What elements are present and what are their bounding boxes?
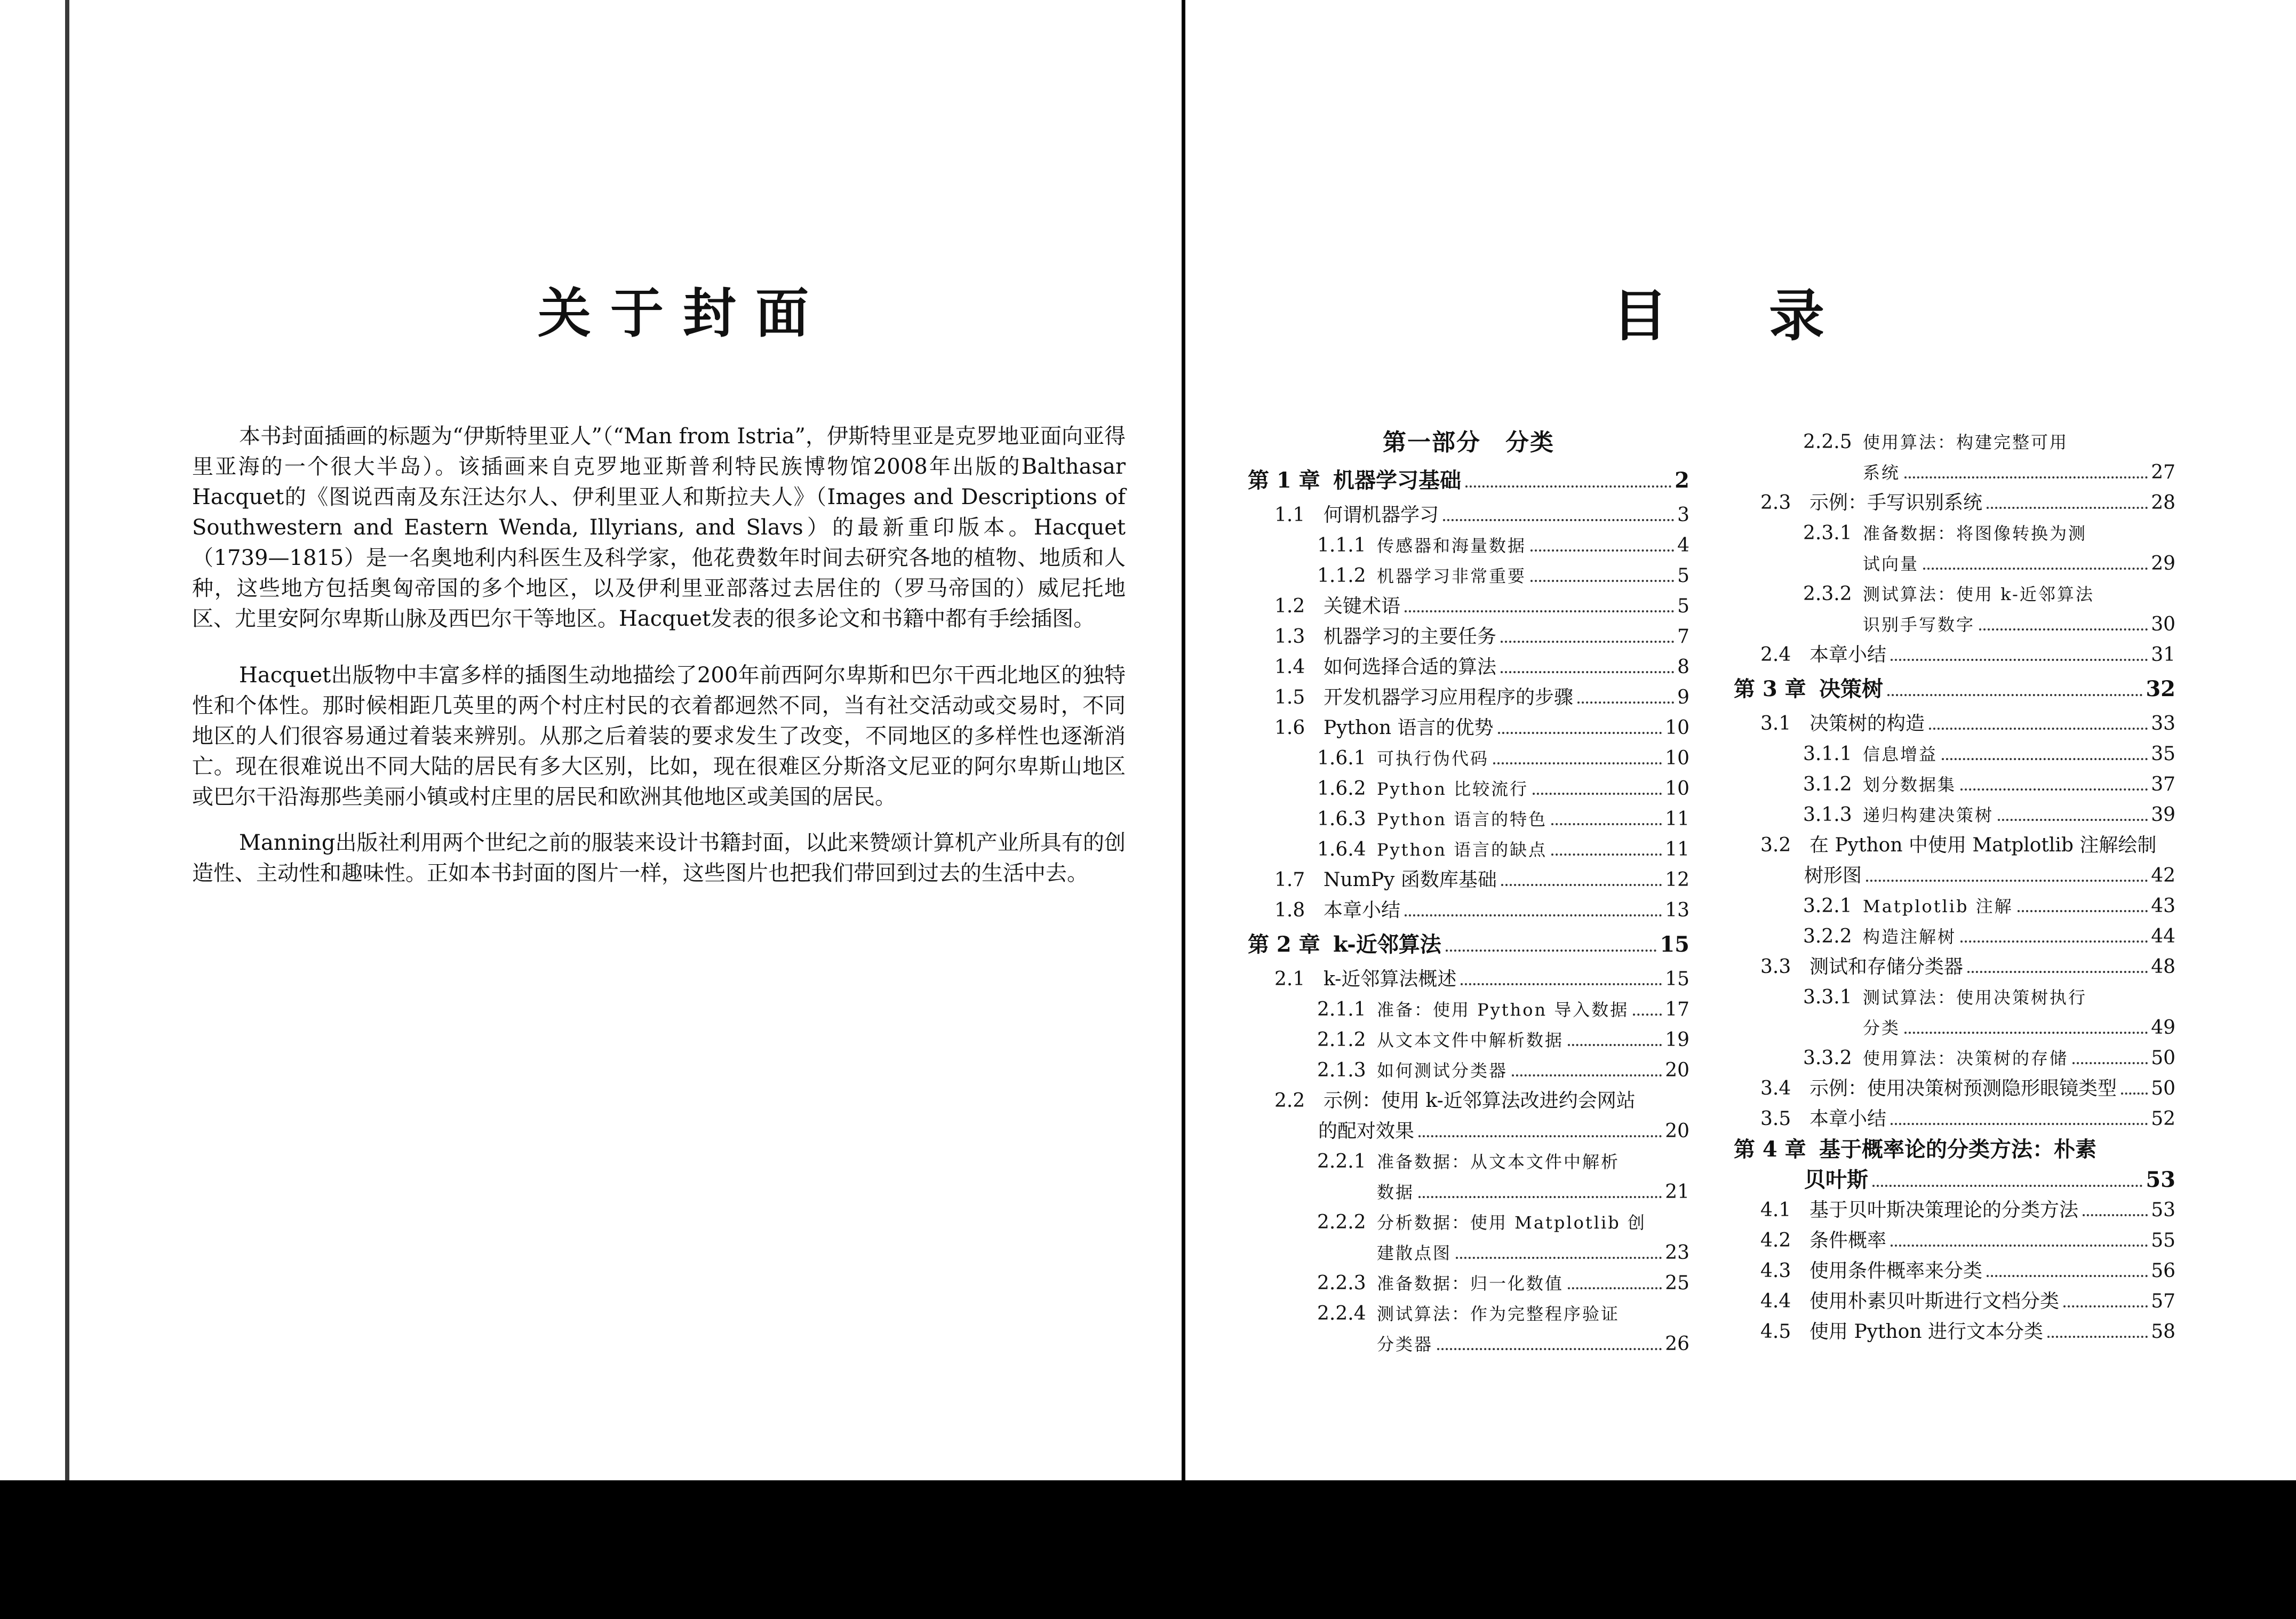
toc-entry-number: 2.1.1 [1317, 999, 1366, 1020]
toc-entry [1248, 1116, 1689, 1146]
toc-entry [1734, 427, 2175, 457]
toc-entry [1248, 1298, 1689, 1329]
toc-entry-title: 机器学习非常重要 [1377, 566, 1527, 586]
toc-entry-number: 1.6 [1274, 717, 1305, 739]
toc-entry [1734, 800, 2175, 830]
toc-entry-number: 1.6.2 [1317, 778, 1366, 800]
toc-entry [1734, 952, 2175, 982]
toc-entry-page: 20 [1665, 1059, 1689, 1081]
toc-entry-title: 使用条件概率来分类 [1809, 1260, 1983, 1282]
toc-leader-dots [1418, 1135, 1662, 1137]
toc-entry-title: 使用 Python 进行文本分类 [1809, 1321, 2043, 1343]
toc-entry [1734, 1256, 2175, 1286]
toc-entry-page: 15 [1660, 932, 1689, 957]
toc-leader-dots [1979, 628, 2148, 631]
toc-entry-title: 本章小结 [1809, 644, 1887, 666]
toc-leader-dots [1465, 485, 1671, 488]
toc-leader-dots [2063, 1305, 2148, 1307]
toc-entry-page: 11 [1665, 808, 1689, 830]
toc-leader-dots [1987, 507, 2148, 509]
toc-entry-page: 5 [1677, 565, 1689, 587]
toc-entry [1248, 773, 1689, 804]
toc-entry-title: Python 比较流行 [1377, 779, 1529, 799]
toc-entry-number: 1.1 [1274, 504, 1305, 526]
toc-entry [1248, 865, 1689, 895]
toc-entry-number: 第 1 章 [1248, 468, 1320, 493]
toc-entry [1248, 1055, 1689, 1086]
toc-leader-dots [1498, 732, 1662, 734]
toc-entry-page: 57 [2151, 1290, 2175, 1312]
cover-paragraph-3: Manning出版社利用两个世纪之前的服装来设计书籍封面，以此来赞颂计算机产业所具有的创造性、主动性和趣味性。正如本书封面的图片一样，这些图片也把我们带回到过去的生活中去。 [192, 831, 1126, 886]
toc-leader-dots [2121, 1092, 2148, 1095]
toc-entry-page: 53 [2146, 1167, 2175, 1192]
toc-entry-page: 3 [1677, 504, 1689, 526]
toc-leader-dots [1456, 1257, 1662, 1259]
toc-entry [1734, 1225, 2175, 1256]
toc-entry-page: 58 [2151, 1321, 2175, 1343]
toc-entry-title: 分析数据：使用 Matplotlib 创 [1377, 1213, 1646, 1233]
toc-entry-number: 1.3 [1274, 626, 1305, 648]
toc-leader-dots [1501, 884, 1662, 886]
toc-entry-title: 关键术语 [1324, 595, 1401, 617]
toc-entry [1248, 895, 1689, 926]
toc-entry-title: 在 Python 中使用 Matplotlib 注解绘制 [1809, 834, 2157, 856]
toc-column-right [1734, 427, 2175, 1347]
toc-chapter-entry [1248, 926, 1689, 964]
left-page [0, 0, 1182, 1480]
toc-entry-page: 11 [1665, 839, 1689, 860]
toc-leader-dots [2083, 1214, 2148, 1216]
toc-entry-title: 系统 [1863, 462, 1901, 483]
toc-entry-number: 2.3.2 [1803, 583, 1852, 605]
toc-entry-title: 测试算法：使用 k-近邻算法 [1863, 584, 2094, 604]
toc-entry-number: 2.3 [1760, 492, 1791, 514]
toc-entry-number: 4.1 [1760, 1199, 1791, 1221]
toc-entry-page: 5 [1677, 595, 1689, 617]
toc-entry-page: 35 [2151, 743, 2175, 765]
toc-leader-dots [1891, 659, 2148, 661]
toc-entry-number: 1.2 [1274, 595, 1305, 617]
toc-entry [1734, 457, 2175, 488]
toc-entry-number: 2.2.5 [1803, 431, 1852, 453]
toc-entry-number: 3.1 [1760, 713, 1791, 735]
toc-entry [1734, 921, 2175, 952]
toc-entry [1734, 1165, 2175, 1195]
toc-entry-number: 1.6.4 [1317, 839, 1366, 860]
toc-entry [1248, 621, 1689, 652]
toc-entry-title: 准备数据：归一化数值 [1377, 1273, 1564, 1294]
toc-entry-number: 4.5 [1760, 1321, 1791, 1343]
toc-entry-title: 本章小结 [1324, 899, 1401, 921]
toc-entry-title: 使用算法：构建完整可用 [1863, 432, 2069, 452]
toc-entry-page: 44 [2151, 926, 2175, 947]
toc-entry-page: 23 [1665, 1242, 1689, 1264]
toc-entry-number: 1.7 [1274, 869, 1305, 891]
toc-entry-title: 分类 [1863, 1018, 1901, 1038]
toc-leader-dots [1533, 793, 1662, 795]
toc-entry-page: 19 [1665, 1029, 1689, 1051]
toc-entry-page: 15 [1665, 968, 1689, 990]
toc-entry [1734, 739, 2175, 769]
toc-entry-page: 50 [2151, 1078, 2175, 1099]
toc-entry-title: 分类器 [1377, 1334, 1433, 1354]
toc-entry-number: 3.4 [1760, 1078, 1791, 1099]
toc-entry [1248, 804, 1689, 834]
toc-entry-title: 可执行伪代码 [1377, 748, 1489, 769]
toc-entry-number: 2.2.1 [1317, 1151, 1366, 1173]
toc-entry-page: 29 [2151, 553, 2175, 575]
toc-entry-page: 17 [1665, 999, 1689, 1020]
toc-entry [1734, 891, 2175, 921]
toc-entry-title: Python 语言的特色 [1377, 809, 1548, 830]
cover-paragraph-1: 本书封面插画的标题为“伊斯特里亚人”（“Man from Istria”，伊斯特里亚是克罗地亚面向亚得里亚海的一个很大半岛）。该插画来自克罗地亚斯普利特民族博物馆2008年出版的Balthasar Hacquet的《图说西南及东汪达尔人、伊利里亚人和斯拉夫人》（Images and Descriptions of Southwestern and Eastern Wenda, Illyrians, and Slavs）的最新重印版本。Hacquet（1739—1815）是一名奥地利内科医生及科学家，他花费数年时间去研究各地的植物、地质和人种，这些地方包括奥匈帝国的多个地区，以及伊利里亚部落过去居住的（罗马帝国的）威尼托地区、尤里安阿尔卑斯山脉及西巴尔干等地区。Hacquet发表的很多论文和书籍中都有手绘插图。 [192, 424, 1126, 631]
toc-entry-number: 4.2 [1760, 1230, 1791, 1251]
toc-entry-number: 4.3 [1760, 1260, 1791, 1282]
toc-entry [1248, 1238, 1689, 1268]
toc-entry-page: 42 [2151, 865, 2175, 887]
toc-entry-title: 示例：使用决策树预测隐形眼镜类型 [1809, 1078, 2117, 1099]
toc-leader-dots [1577, 701, 1674, 704]
toc-entry-title: 贝叶斯 [1804, 1167, 1868, 1192]
toc-entry-page: 4 [1677, 535, 1689, 556]
toc-entry-page: 55 [2151, 1230, 2175, 1251]
toc-entry-title: 决策树的构造 [1809, 713, 1925, 735]
toc-leader-dots [1568, 1287, 1662, 1289]
toc-entry-title: 构造注解树 [1863, 927, 1957, 947]
toc-entry-title: Python 语言的缺点 [1377, 840, 1548, 860]
toc-entry-page: 48 [2151, 956, 2175, 978]
toc-entry-title: 机器学习基础 [1333, 468, 1461, 493]
toc-entry-number: 第 2 章 [1248, 932, 1320, 957]
toc-entry-title: 树形图 [1804, 865, 1862, 887]
toc-chapter-entry [1734, 670, 2175, 708]
toc-entry-number: 第 4 章 [1734, 1137, 1806, 1162]
toc-entry-number: 4.4 [1760, 1290, 1791, 1312]
toc-entry-number: 2.4 [1760, 644, 1791, 666]
toc-entry-title: 准备数据：将图像转换为测 [1863, 523, 2087, 544]
toc-entry-title: 条件概率 [1809, 1230, 1887, 1251]
toc-entry [1248, 1177, 1689, 1207]
toc-entry-title: 开发机器学习应用程序的步骤 [1324, 687, 1574, 708]
toc-leader-dots [1942, 758, 2148, 760]
toc-entry [1734, 708, 2175, 739]
cover-paragraph-2: Hacquet出版物中丰富多样的插图生动地描绘了200年前西阿尔卑斯和巴尔干西北地区的独特性和个体性。那时候相距几英里的两个村庄村民的衣着都迥然不同，当有社交活动或交易时，不同地区的人们很容易通过着装来辨别。从那之后着装的要求发生了改变，不同地区的多样性也逐渐消亡。现在很难说出不同大陆的居民有多大区别，比如，现在很难区分斯洛文尼亚的阿尔卑斯山地区或巴尔干沿海那些美丽小镇或村庄里的居民和欧洲其他地区或美国的居民。 [192, 663, 1126, 809]
toc-leader-dots [1923, 568, 2148, 570]
toc-entry-title: 识别手写数字 [1863, 615, 1975, 635]
toc-entry-number: 3.3.2 [1803, 1047, 1852, 1069]
toc-leader-dots [1551, 854, 1662, 856]
toc-list-right [1734, 427, 2175, 1347]
toc-entry-title: 的配对效果 [1318, 1120, 1415, 1142]
toc-entry-title: 从文本文件中解析数据 [1377, 1030, 1564, 1050]
toc-entry-page: 56 [2151, 1260, 2175, 1282]
toc-entry-page: 2 [1675, 468, 1689, 493]
toc-leader-dots [1551, 823, 1662, 825]
toc-leader-dots [1501, 671, 1674, 673]
toc-leader-dots [1904, 476, 2148, 478]
toc-entry [1734, 860, 2175, 891]
toc-entry-page: 25 [1665, 1272, 1689, 1294]
toc-entry [1248, 1268, 1689, 1298]
toc-entry-title: 测试算法：使用决策树执行 [1863, 987, 2087, 1008]
toc-entry [1248, 743, 1689, 773]
book-spine [1182, 0, 1184, 1480]
toc-chapter-entry [1248, 461, 1689, 500]
toc-entry-number: 1.8 [1274, 899, 1305, 921]
toc-entry [1248, 1025, 1689, 1055]
toc-entry-page: 20 [1665, 1120, 1689, 1142]
toc-entry [1734, 982, 2175, 1012]
toc-leader-dots [1872, 1185, 2142, 1187]
toc-entry-page: 10 [1665, 778, 1689, 800]
toc-entry [1734, 1317, 2175, 1347]
toc-entry-number: 2.3.1 [1803, 522, 1852, 544]
toc-entry-title: 示例：使用 k-近邻算法改进约会网站 [1324, 1090, 1636, 1112]
toc-entry-page: 50 [2151, 1047, 2175, 1069]
toc-leader-dots [2072, 1062, 2148, 1064]
toc-entry-page: 21 [1665, 1181, 1689, 1203]
toc-entry-number: 3.3 [1760, 956, 1791, 978]
toc-entry-page: 8 [1677, 656, 1689, 678]
toc-leader-dots [1530, 580, 1674, 582]
toc-leader-dots [1998, 819, 2148, 821]
toc-entry-number: 第 3 章 [1734, 676, 1806, 701]
toc-entry-page: 31 [2151, 644, 2175, 666]
toc-leader-dots [1987, 1275, 2148, 1277]
toc-entry [1734, 1195, 2175, 1225]
toc-entry-number: 2.2.4 [1317, 1303, 1366, 1325]
toc-entry-number: 1.1.1 [1317, 535, 1366, 556]
toc-entry-title: 机器学习的主要任务 [1324, 626, 1497, 648]
toc-leader-dots [1493, 762, 1662, 764]
toc-leader-dots [1530, 549, 1674, 552]
toc-entry-page: 10 [1665, 747, 1689, 769]
toc-entry-number: 2.1.3 [1317, 1059, 1366, 1081]
toc-entry [1734, 769, 2175, 800]
toc-leader-dots [1418, 1196, 1662, 1198]
toc-entry [1734, 488, 2175, 518]
toc-entry-title: k-近邻算法概述 [1324, 968, 1457, 990]
toc-entry [1734, 1286, 2175, 1317]
toc-entry-title: Matplotlib 注解 [1863, 896, 2013, 916]
toc-leader-dots [1443, 519, 1674, 521]
toc-entry [1248, 1086, 1689, 1116]
toc-entry-title: 如何测试分类器 [1377, 1060, 1508, 1081]
toc-entry [1248, 1207, 1689, 1238]
toc-entry-page: 53 [2151, 1199, 2175, 1221]
toc-leader-dots [1887, 694, 2142, 696]
toc-leader-dots [1866, 880, 2148, 882]
toc-entry-title: 递归构建决策树 [1863, 805, 1994, 825]
toc-entry-page: 43 [2151, 895, 2175, 917]
toc-leader-dots [1891, 1245, 2148, 1247]
toc-entry-title: 使用算法：决策树的存储 [1863, 1048, 2069, 1068]
toc-entry-title: 本章小结 [1809, 1108, 1887, 1130]
toc-entry-title: 测试和存储分类器 [1809, 956, 1964, 978]
toc-entry-title: NumPy 函数库基础 [1324, 869, 1497, 891]
toc-entry [1248, 591, 1689, 621]
toc-entry-number: 2.2.3 [1317, 1272, 1366, 1294]
toc-entry-number: 3.1.1 [1803, 743, 1852, 765]
toc-entry [1734, 1012, 2175, 1043]
toc-entry-number: 1.6.3 [1317, 808, 1366, 830]
toc-entry-page: 10 [1665, 717, 1689, 739]
toc-entry [1248, 713, 1689, 743]
toc-entry-title: 何谓机器学习 [1324, 504, 1439, 526]
toc-entry-title: 决策树 [1819, 676, 1883, 701]
toc-entry-title: 划分数据集 [1863, 775, 1957, 795]
toc-leader-dots [1960, 788, 2148, 791]
toc-entry-number: 2.1.2 [1317, 1029, 1366, 1051]
toc-leader-dots [1960, 940, 2148, 943]
toc-entry [1248, 652, 1689, 682]
toc-entry-number: 2.1 [1274, 968, 1305, 990]
toc-entry [1248, 561, 1689, 591]
toc-entry-title: 传感器和海量数据 [1377, 536, 1527, 556]
toc-entry-title: 测试算法：作为完整程序验证 [1377, 1304, 1620, 1324]
toc-chapter-entry [1734, 1134, 2175, 1165]
toc-entry [1248, 994, 1689, 1025]
toc-entry-page: 33 [2151, 713, 2175, 735]
right-page [1185, 0, 2296, 1480]
toc-entry-number: 1.4 [1274, 656, 1305, 678]
toc-entry [1248, 530, 1689, 561]
toc-entry-page: 30 [2151, 613, 2175, 635]
toc-entry-title: 示例：手写识别系统 [1809, 492, 1983, 514]
toc-entry-page: 28 [2151, 492, 2175, 514]
toc-entry-title: 基于概率论的分类方法：朴素 [1819, 1137, 2096, 1162]
toc-title [1612, 271, 1824, 351]
toc-entry-page: 9 [1677, 687, 1689, 708]
toc-leader-dots [1437, 1348, 1662, 1350]
toc-entry-title: 基于贝叶斯决策理论的分类方法 [1809, 1199, 2079, 1221]
toc-entry-number: 3.1.2 [1803, 773, 1852, 795]
toc-leader-dots [1568, 1044, 1662, 1046]
toc-entry [1734, 1104, 2175, 1134]
toc-entry-number: 3.2.2 [1803, 926, 1852, 947]
toc-entry-page: 27 [2151, 461, 2175, 483]
toc-entry-page: 52 [2151, 1108, 2175, 1130]
toc-entry-number: 3.3.1 [1803, 986, 1852, 1008]
toc-entry-title: 如何选择合适的算法 [1324, 656, 1497, 678]
toc-entry-page: 26 [1665, 1333, 1689, 1355]
toc-leader-dots [1929, 728, 2148, 730]
toc-entry-page: 13 [1665, 899, 1689, 921]
toc-entry-number: 1.1.2 [1317, 565, 1366, 587]
toc-entry [1734, 1043, 2175, 1073]
toc-leader-dots [1461, 983, 1662, 985]
toc-entry-number: 2.2.2 [1317, 1211, 1366, 1233]
toc-entry-number: 3.2 [1760, 834, 1791, 856]
cover-title: 关于封面 [538, 282, 828, 345]
toc-list-left [1248, 461, 1689, 1359]
toc-entry-title: 使用朴素贝叶斯进行文档分类 [1809, 1290, 2060, 1312]
toc-title-char-2: 录 [1769, 283, 1825, 348]
toc-entry [1734, 548, 2175, 579]
toc-entry [1734, 1073, 2175, 1104]
toc-entry [1734, 609, 2175, 640]
toc-entry [1734, 830, 2175, 860]
toc-entry-page: 7 [1677, 626, 1689, 648]
toc-entry-number: 1.6.1 [1317, 747, 1366, 769]
toc-entry [1248, 1329, 1689, 1359]
toc-entry-title: 建散点图 [1377, 1243, 1452, 1263]
toc-leader-dots [1405, 914, 1662, 916]
toc-entry [1734, 579, 2175, 609]
toc-entry [1248, 964, 1689, 994]
toc-entry-number: 1.5 [1274, 687, 1305, 708]
toc-entry-title: Python 语言的优势 [1324, 717, 1494, 739]
toc-entry-title: k-近邻算法 [1333, 932, 1441, 957]
toc-entry [1248, 500, 1689, 530]
part-title: 第一部分 分类 [1383, 429, 1554, 456]
toc-leader-dots [1891, 1123, 2148, 1125]
toc-leader-dots [1405, 610, 1674, 612]
toc-column-left [1248, 424, 1689, 1359]
toc-entry-title: 准备数据：从文本文件中解析 [1377, 1152, 1620, 1172]
toc-entry-page: 49 [2151, 1017, 2175, 1039]
toc-entry-number: 3.1.3 [1803, 804, 1852, 826]
toc-leader-dots [2018, 910, 2148, 912]
toc-leader-dots [1904, 1032, 2148, 1034]
toc-entry-title: 信息增益 [1863, 744, 1938, 764]
toc-entry-number: 3.2.1 [1803, 895, 1852, 917]
toc-entry-page: 32 [2146, 676, 2175, 701]
page-edge-shadow [65, 0, 69, 1480]
toc-entry [1248, 1146, 1689, 1177]
toc-entry-number: 3.5 [1760, 1108, 1791, 1130]
toc-entry [1248, 682, 1689, 713]
toc-entry-number: 2.2 [1274, 1090, 1305, 1112]
toc-entry-page: 37 [2151, 773, 2175, 795]
toc-leader-dots [1967, 971, 2148, 973]
toc-entry-title: 试向量 [1863, 554, 1919, 574]
toc-leader-dots [1501, 641, 1674, 643]
toc-entry-page: 39 [2151, 804, 2175, 826]
toc-leader-dots [1512, 1074, 1662, 1076]
toc-entry-title: 准备：使用 Python 导入数据 [1377, 1000, 1629, 1020]
toc-leader-dots [1633, 1014, 1662, 1016]
toc-entry-title: 数据 [1377, 1182, 1415, 1202]
toc-title-char-1: 目 [1612, 283, 1668, 348]
toc-entry-page: 12 [1665, 869, 1689, 891]
toc-leader-dots [2047, 1336, 2148, 1338]
toc-entry [1248, 834, 1689, 865]
toc-leader-dots [1446, 950, 1657, 952]
toc-entry [1734, 518, 2175, 548]
toc-entry [1734, 640, 2175, 670]
